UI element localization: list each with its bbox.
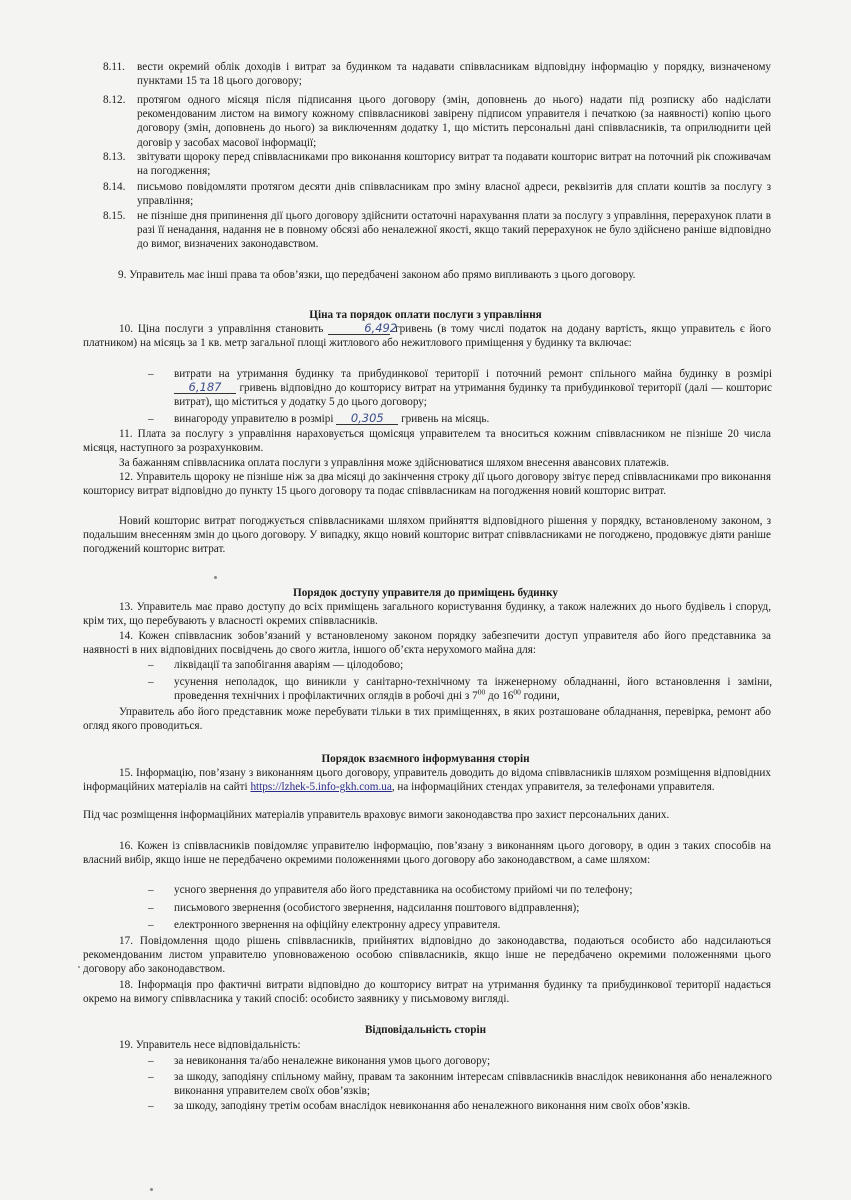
- notice-method-written: – письмового звернення (особистого звернення, надсилання поштового відправлення);: [148, 902, 580, 914]
- paragraph-14b: Управитель або його представник може перебувати тільки в тих приміщеннях, в яких розташоване обладнання, перевірка, ремонт або огляд якого проводиться.: [83, 706, 771, 733]
- heading-responsibility: Відповідальність сторін: [364, 1024, 487, 1036]
- paragraph-18: 18. Інформація про фактичні витрати відповідно до кошторису витрат на утримання будинку та прибудинкової території надається окремо на вимогу співвласника у такий спосіб: особисто заявнику у письмовому вигляді.: [83, 979, 771, 1006]
- item-8-13: [103, 150, 771, 178]
- paragraph-14: 14. Кожен співвласник зобов’язаний у встановленому законом порядку забезпечити доступ управителя або його представника за наявності в них відповідних посвідчень до свого житла, іншого об’єкта нерухомого майна для:: [83, 630, 771, 657]
- paragraph-12: 12. Управитель щороку не пізніше ніж за два місяці до закінчення строку дії цього договору звітує перед співвласниками про виконання кошторису витрат відповідно до пункту 15 цього договору та подає співвласникам на погодження новий кошторис витрат.: [83, 471, 771, 498]
- heading-price: Ціна та порядок оплати послуги з управління: [309, 309, 542, 321]
- notice-method-oral: – усного звернення до управителя або його представника на особистому прийомі чи по телефону;: [148, 884, 633, 896]
- heading-information: Порядок взаємного інформування сторін: [321, 753, 530, 765]
- handwritten-maintenance-amount: 6,187: [174, 381, 236, 394]
- responsibility-item-2: – за шкоду, заподіяну спільному майну, правам та законним інтересам співвласників внаслідок невиконання або неналежного виконання управителем своїх обов’язків;: [148, 1071, 772, 1098]
- handwritten-price: 6,492: [328, 322, 390, 335]
- paragraph-17: 17. Повідомлення щодо рішень співвласників, прийнятих відповідно до законодавства, подаються особисто або надсилаються рекомендованим листом управителю уповноваженою особою співвласників, якщо інше не передбачено окремими положеннями цього договору або законодавством.: [83, 935, 771, 976]
- item-number: 8.14.: [103, 181, 126, 193]
- website-link[interactable]: https://lzhek-5.info-gkh.com.ua: [250, 781, 392, 794]
- scan-speck: [214, 576, 217, 579]
- item-8-12: [103, 93, 771, 150]
- paragraph-16: 16. Кожен із співвласників повідомляє управителю інформацію, пов’язану з виконанням цього договору, в один з таких способів на власний вибір, якщо інше не передбачено окремими положеннями цього договору або законодавством, а саме шляхом:: [83, 840, 771, 867]
- item-number: 8.15.: [103, 210, 126, 222]
- paragraph-11b: За бажанням співвласника оплата послуги з управління може здійснюватися шляхом внесення авансових платежів.: [119, 457, 670, 469]
- paragraph-12b: Новий кошторис витрат погоджується співвласниками шляхом прийняття відповідного рішення у порядку, встановленому законом, з подальшим внесенням змін до цього договору. У випадку, якщо новий кошторис витрат співвласниками не погоджено, продовжує діяти раніше погоджений кошторис витрат.: [83, 515, 771, 556]
- item-8-14: [103, 180, 771, 208]
- item-text: не пізніше дня припинення дії цього договору здійснити остаточні нарахування плати за послугу з управління, перерахунок плати в разі її ненадання, надання не в повному обсязі або неналежної якості, якщо такий перерахунок не було здійснено раніше відповідно до вимог, визначених законодавством.: [137, 210, 771, 251]
- item-number: 8.11.: [103, 61, 125, 73]
- heading-access: Порядок доступу управителя до приміщень будинку: [293, 587, 558, 599]
- item-number: 8.13.: [103, 151, 126, 163]
- item-text: письмово повідомляти протягом десяти днів співвласникам про зміну власної адреси, реквізитів для сплати коштів за послугу з управління;: [137, 181, 771, 208]
- handwritten-reward-amount: 0,305: [336, 412, 398, 425]
- scan-speck: [150, 1188, 153, 1191]
- paragraph-15: 15. Інформацію, пов’язану з виконанням цього договору, управитель доводить до відома співвласників шляхом розміщення відповідних інформаційних матеріалів на сайті https://lzhek-5.info-gkh.com.ua, на інформаційних стендах управителя, за телефонами управителя.: [83, 767, 771, 794]
- paragraph-10: 10. Ціна послуги з управління становить 6,492 гривень (в тому числі податок на додану вартість, якщо управитель є його платником) на місяць за 1 кв. метр загальної площі житлового або нежитлового приміщення у будинку та включає:: [83, 321, 772, 350]
- access-item-emergency: – ліквідації та запобігання аваріям — цілодобово;: [148, 659, 404, 671]
- item-text: звітувати щороку перед співвласниками про виконання кошторису витрат та подавати кошторис витрат на поточний рік споживачам на погодження;: [137, 151, 771, 178]
- price-item-reward: – винагороду управителю в розмірі 0,305 гривень на місяць.: [148, 411, 490, 425]
- item-8-11: [103, 60, 771, 88]
- paragraph-11: 11. Плата за послугу з управління нараховується щомісяця управителем та вноситься кожним співвласником не пізніше 20 числа місяця, наступного за розрахунковим.: [83, 428, 771, 455]
- item-text: вести окремий облік доходів і витрат за будинком та надавати співвласникам відповідну інформацію у порядку, визначеному пунктами 15 та 18 цього договору;: [137, 61, 771, 88]
- item-8-15: [103, 209, 771, 252]
- paragraph-13: 13. Управитель має право доступу до всіх приміщень загального користування будинку, а також належних до нього будівель і споруд, крім тих, що перебувають у власності окремих співвласників.: [83, 601, 771, 628]
- price-item-maintenance: – витрати на утримання будинку та прибудинкової території і поточний ремонт спільного майна будинку в розмірі 6,187 гривень відповідно до кошторису витрат на утримання будинку та прибудинкової території (далі — кошторис витрат), що міститься у додатку 5 до цього договору;: [148, 368, 772, 409]
- scan-speck: [78, 966, 80, 968]
- item-text: протягом одного місяця після підписання цього договору (змін, доповнень до нього) надати під розписку або надіслати рекомендованим листом на вимогу кожному співвласникові завірену підписом управителя і печаткою (за наявності) копію цього договору (змін, доповнень до нього) за виключенням додатку 1, що містить персональні дані співвласників, та оприлюднити цей договір у засобах масової інформації;: [137, 94, 771, 149]
- item-number: 8.12.: [103, 94, 126, 106]
- notice-method-electronic: – електронного звернення на офіційну електронну адресу управителя.: [148, 919, 501, 931]
- paragraph-9: 9. Управитель має інші права та обов’язки, що передбачені законом або прямо випливають з цього договору.: [118, 269, 636, 281]
- paragraph-15b: Під час розміщення інформаційних матеріалів управитель враховує вимоги законодавства про захист персональних даних.: [83, 809, 670, 821]
- responsibility-item-1: – за невиконання та/або неналежне виконання умов цього договору;: [148, 1055, 491, 1067]
- paragraph-19: 19. Управитель несе відповідальність:: [119, 1039, 301, 1051]
- access-item-repairs: – усунення неполадок, що виникли у санітарно-технічному та інженерному обладнанні, його встановлення і заміни, проведення технічних і профілактичних оглядів в робочі дні з $7^{00}$ до $16^{00}$ години,: [148, 676, 772, 703]
- responsibility-item-3: – за шкоду, заподіяну третім особам внаслідок невиконання або неналежного виконання ним своїх обов’язків.: [148, 1100, 691, 1112]
